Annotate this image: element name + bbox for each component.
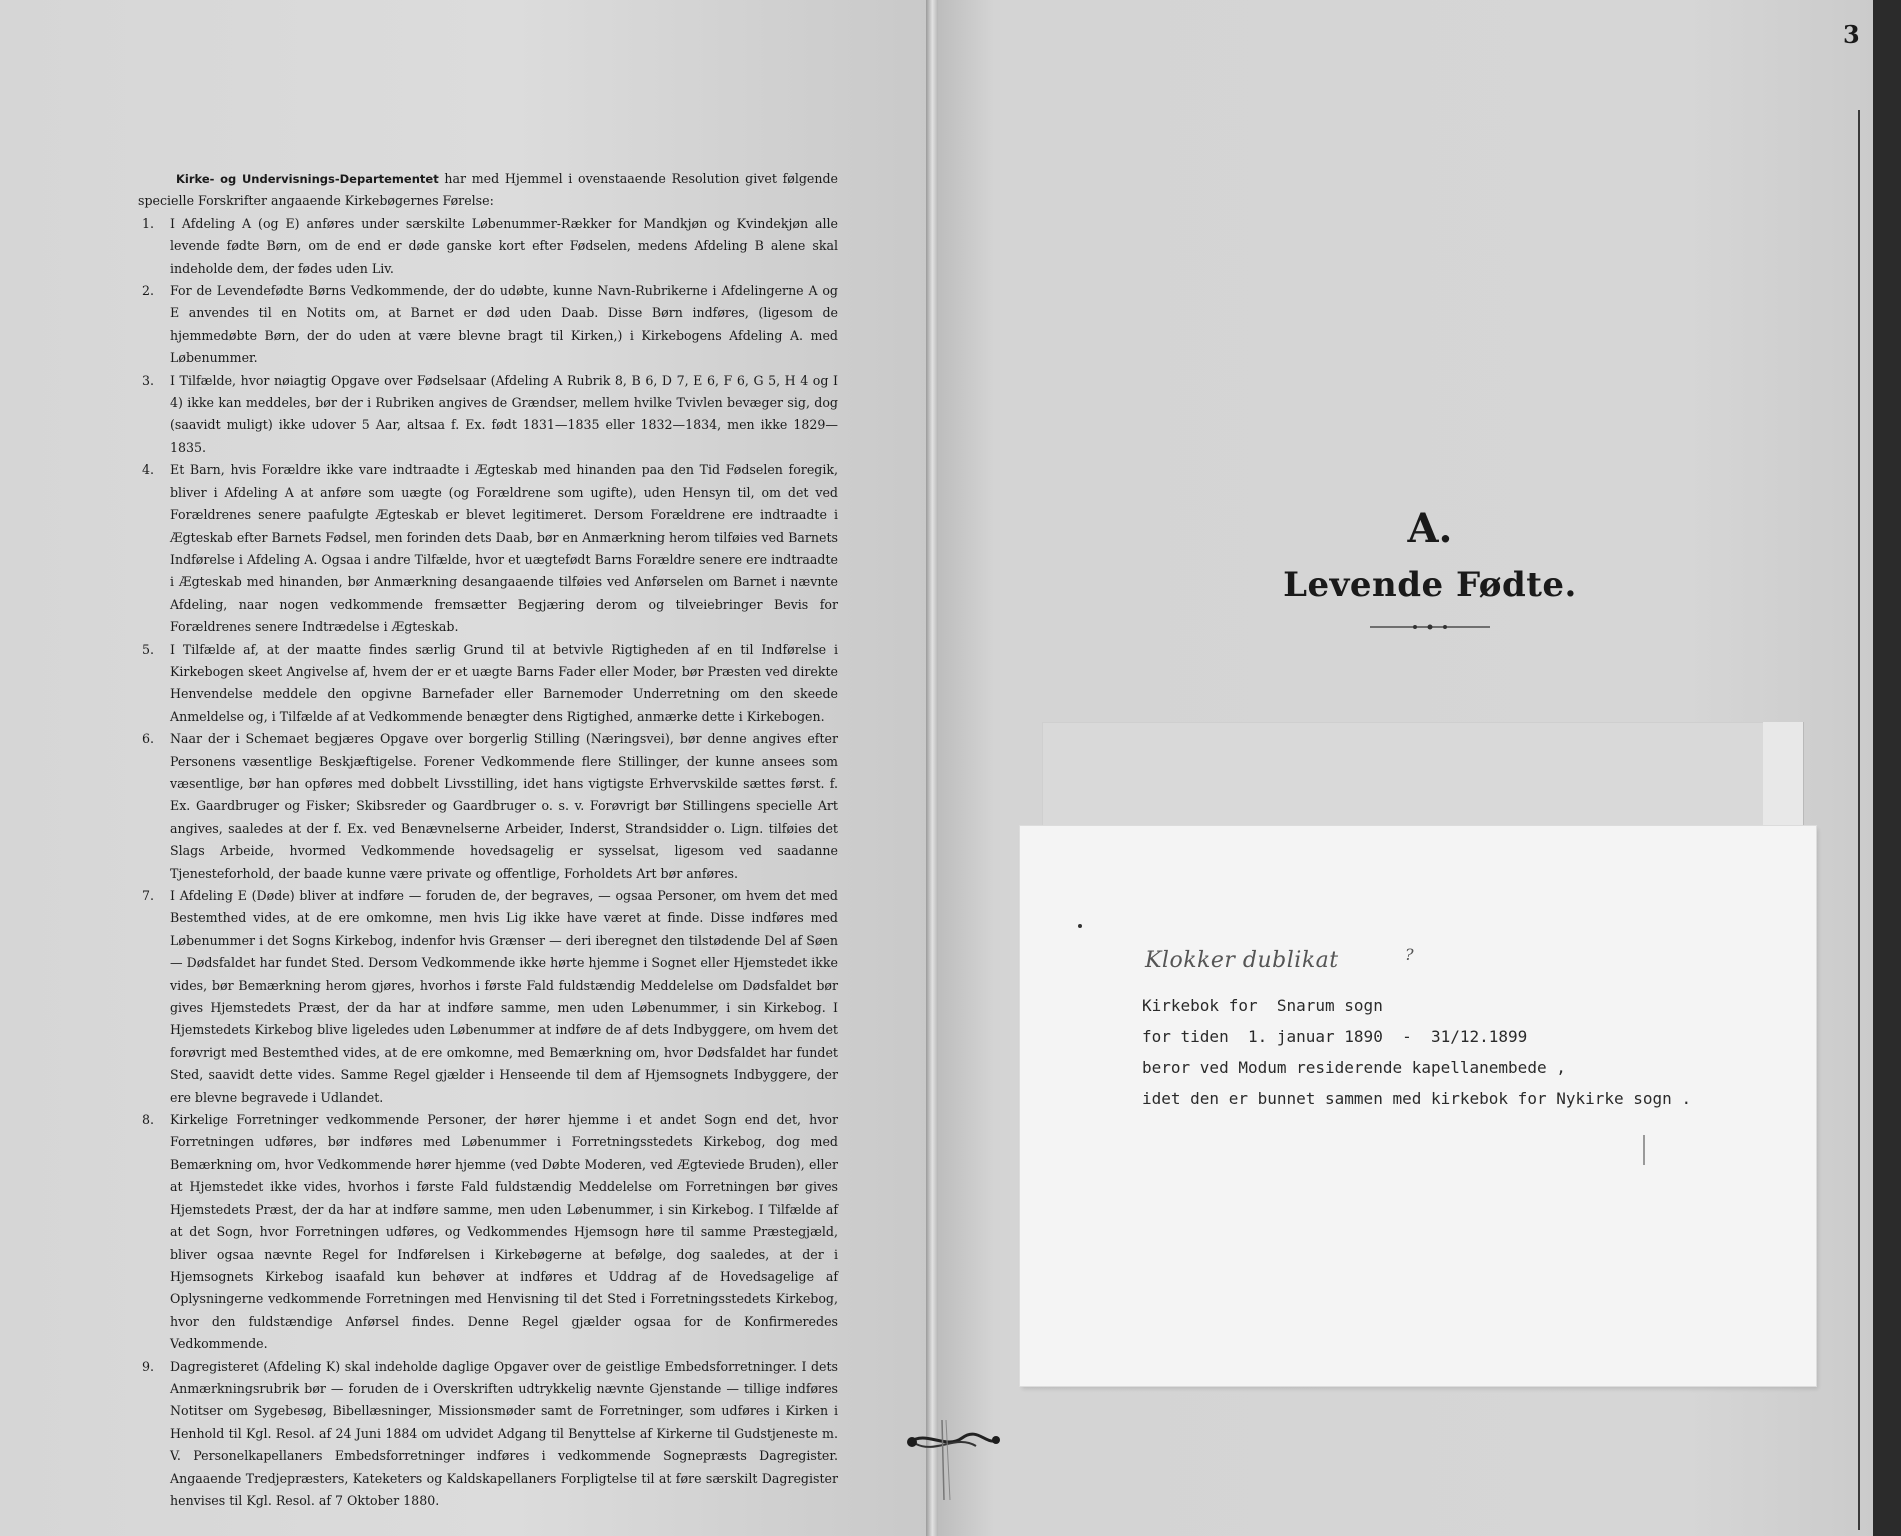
handwritten-note: Klokker dublikat	[1145, 948, 1339, 973]
rule-text: Et Barn, hvis Forældre ikke vare indtraadte i Ægteskab med hinanden paa den Tid Fødselen foregik, bliver i Afdeling A at anføre som uægte (og Forældrene som ugifte), uden Hensyn til, om det ved Forældrenes senere paafulgte Ægteskab er blevet legitimeret. Dersom Forældrene ere indtraadte i Ægteskab efter Barnets Fødsel, men forinden dets Daab, bør en Anmærkning herom tilføies ved Barnets Indførelse i Afdeling A. Ogsaa i andre Tilfælde, hvor et uægtefødt Barns Forældre senere ere indtraadte i Ægteskab med hinanden, bør Anmærkning desangaaende tilføies ved Anførselen om Barnet i nævnte Afdeling, naar nogen vedkommende fremsætter Begjæring derom og tilveiebringer Bevis for Forældrenes senere Indtrædelse i Ægteskab.	[170, 462, 838, 635]
binding-cord	[906, 1420, 1002, 1500]
instructions-intro	[138, 168, 838, 213]
rule-number: 2.	[142, 283, 155, 299]
rule-text: I Afdeling A (og E) anføres under særskilte Løbenummer-Rækker for Mandkjøn og Kvindekjøn alle levende fødte Børn, om de end er døde ganske kort efter Fødselen, medens Afdeling B alene skal indeholde dem, der fødes uden Liv.	[170, 215, 838, 276]
rule-number: 7.	[142, 888, 155, 903]
rule-number: 9.	[142, 1358, 155, 1374]
rule-item	[138, 639, 838, 729]
rule-number: 1.	[142, 215, 155, 231]
ink-dot	[1078, 924, 1082, 928]
rule-item	[138, 213, 838, 280]
rule-number: 5.	[142, 641, 155, 657]
rule-number: 6.	[142, 731, 155, 747]
typed-note	[1142, 990, 1691, 1114]
rule-text: I Tilfælde, hvor nøiagtig Opgave over Fødselsaar (Afdeling A Rubrik 8, B 6, D 7, E 6, F 6, G 5, H 4 og I 4) ikke kan meddeles, bør der i Rubriken angives de Grændser, mellem hvilke Tvivlen bevæger sig, dog (saavidt muligt) ikke udover 5 Aar, altsaa f. Ex. født 1831—1835 eller 1832—1834, men ikke 1829—1835.	[170, 372, 838, 455]
rule-item	[138, 370, 838, 460]
rule-number: 8.	[142, 1112, 155, 1128]
rule-item	[138, 1356, 838, 1513]
ornament-rule	[1370, 622, 1490, 632]
typed-line: beror ved Modum residerende kapellanembede ,	[1142, 1058, 1566, 1077]
page-number: 3	[1843, 20, 1860, 49]
rule-text: Dagregisteret (Afdeling K) skal indeholde daglige Opgaver over de geistlige Embedsforretninger. I dets Anmærkningsrubrik bør — foruden de i Overskriften udtrykkelig nævnte Gjenstande — tillige indføres Notitser om Sygebesøg, Bibellæsninger, Missionsmøder samt de Forretninger, som udføres i Kirken i Henhold til Kgl. Resol. af 24 Juni 1884 om udvidet Adgang til Benyttelse af Kirkerne til Gudstjeneste m. V. Personelkapellaners Embedsforretninger indføres i vedkommende Sognepræsts Dagregister. Angaaende Tredjepræsters, Kateketers og Kaldskapellaners Forpligtelse til at føre særskilt Dagregister henvises til Kgl. Resol. af 7 Oktober 1880.	[170, 1358, 838, 1508]
rule-item	[138, 280, 838, 370]
rule-item	[138, 459, 838, 638]
church-book-instructions	[138, 168, 838, 1512]
rule-text: I Tilfælde af, at der maatte findes særlig Grund til at betvivle Rigtigheden af en til Indførelse i Kirkebogen skeet Angivelse af, hvem der er et uægte Barns Fader eller Moder, bør Præsten ved direkte Henvendelse meddele den opgivne Barnefader eller Barnemoder Underretning om den skeede Anmeldelse og, i Tilfælde af at Vedkommende benægter dens Rigtighed, anmærke dette i Kirkebogen.	[170, 641, 838, 724]
rule-number: 4.	[142, 462, 155, 478]
typed-line: idet den er bunnet sammen med kirkebok for Nykirke sogn .	[1142, 1089, 1692, 1108]
intro-text: har med Hjemmel i ovenstaaende Resolution givet følgende specielle Forskrifter angaaende Kirkebøgernes Førelse:	[138, 171, 838, 209]
typed-line: for tiden 1. januar 1890 - 31/12.1899	[1142, 1027, 1528, 1046]
rule-text: For de Levendefødte Børns Vedkommende, der do udøbte, kunne Navn-Rubrikerne i Afdelingerne A og E anvendes til en Notits om, at Barnet er død uden Daab. Disse Børn indføres, (ligesom de hjemmedøbte Børn, der do uden at være blevne bragt til Kirken,) i Kirkebogens Afdeling A. med Løbenummer.	[170, 283, 838, 366]
rule-item	[138, 728, 838, 885]
section-title: Levende Fødte.	[1283, 565, 1577, 605]
rule-text: Naar der i Schemaet begjæres Opgave over borgerlig Stilling (Næringsvei), bør denne angives efter Personens væsentlige Beskjæftigelse. Forener Vedkommende flere Stillinger, der kunne ansees som væsentlige, bør han opføres med dobbelt Livsstilling, idet hans vigtigste Erhvervskilde sættes først. f. Ex. Gaardbruger og Fisker; Skibsreder og Gaardbruger o. s. v. Forøvrigt bør Stillingens specielle Art angives, saaledes at der f. Ex. ved Benævnelserne Arbeider, Inderst, Strandsidder o. Lign. tilføies det Slags Arbeide, hvormed Vedkommende hovedsagelig er sysselsat, ligesom ved saadanne Tjenesteforhold, der baade kunne være private og offentlige, Forholdets Art bør anføres.	[170, 731, 838, 881]
department-name: Kirke- og Undervisnings-Departementet	[176, 172, 439, 186]
rule-text: I Afdeling E (Døde) bliver at indføre — foruden de, der begraves, — ogsaa Personer, om hvem det med Bestemthed vides, at de ere omkomne, men hvis Lig ikke have været at finde. Disse indføres med Løbenummer i det Sogns Kirkebog, indenfor hvis Grænser — deri iberegnet den tilstødende Del af Søen — Dødsfaldet har fundet Sted. Dersom Vedkommende ikke hørte hjemme i Sognet eller Hjemstedet ikke vides, bør Bemærkning herom gjøres, hvorhos i første Fald fuldstændig Meddelelse om Dødsfaldet bør gives Hjemstedets Præst, der da har at indføre samme, men uden Løbenummer, i sin Kirkebog. I Hjemstedets Kirkebog blive ligeledes uden Løbenummer at indføre de af dets Indbyggere, om hvem det forøvrigt med Bestemthed vides, at de ere omkomne, med Bemærkning om, hvor Dødsfaldet har fundet Sted, saavidt dette vides. Samme Regel gjælder i Henseende til dem af Hjemsognets Indbyggere, der ere blevne begravede i Udlandet.	[170, 888, 838, 1105]
rule-item	[138, 1109, 838, 1355]
left-page	[0, 0, 930, 1536]
rule-item	[138, 885, 838, 1109]
rule-text: Kirkelige Forretninger vedkommende Personer, der hører hjemme i et andet Sogn end det, hvor Forretningen udføres, bør indføres med Løbenummer i Forretningsstedets Kirkebog, dog med Bemærkning om, hvor Vedkommende hører hjemme (ved Døbte Moderen, ved Ægteviede Bruden), eller at Hjemstedet ikke vides, hvorhos i første Fald fuldstændig Meddelelse om Forretningen bør gives Hjemstedets Præst, der da har at indføre samme, men uden Løbenummer, i sin Kirkebog. I Tilfælde af at det Sogn, hvor Forretningen udføres, og Vedkommendes Hjemsogn høre til samme Præstegjæld, bliver ogsaa nævnte Regel for Indførelsen i Kirkebøgerne at befølge, dog saaledes, at der i Hjemsognets Kirkebog isaafald kun behøver at indføres et Uddrag af de Hovedsagelige af Oplysningerne vedkommende Forretningen med Henvisning til det Sted i Forretningsstedets Kirkebog, hvor den fuldstændige Anførsel findes. Denne Regel gjælder ogsaa for de Konfirmeredes Vedkommende.	[170, 1112, 838, 1352]
rules-list	[138, 213, 838, 1513]
pencil-mark	[1643, 1135, 1645, 1165]
section-letter: A.	[1407, 505, 1453, 552]
typed-line: Kirkebok for Snarum sogn	[1142, 996, 1383, 1015]
rule-number: 3.	[142, 372, 155, 388]
handwritten-mark: ?	[1405, 945, 1414, 964]
page-edge-line	[1858, 110, 1860, 1530]
